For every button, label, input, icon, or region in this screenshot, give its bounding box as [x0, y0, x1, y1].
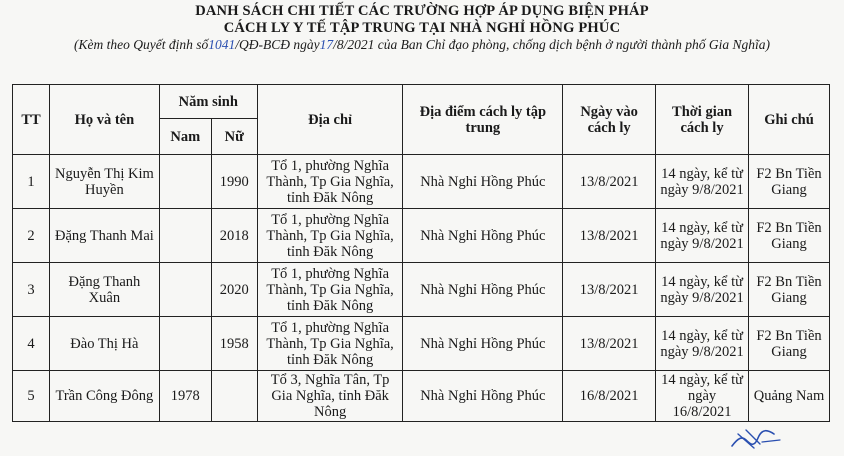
cell-location: Nhà Nghỉ Hồng Phúc — [403, 263, 563, 317]
cell-male — [159, 317, 211, 371]
cell-address: Tổ 3, Nghĩa Tân, Tp Gia Nghĩa, tỉnh Đăk Nông — [257, 371, 403, 422]
header-duration: Thời gian cách ly — [656, 85, 749, 155]
cell-duration: 14 ngày, kể từ ngày 9/8/2021 — [656, 155, 749, 209]
cell-address: Tổ 1, phường Nghĩa Thành, Tp Gia Nghĩa, tỉnh Đăk Nông — [257, 317, 403, 371]
cell-tt: 2 — [13, 209, 50, 263]
cell-female: 2020 — [211, 263, 257, 317]
cell-male — [159, 155, 211, 209]
cell-name: Đặng Thanh Mai — [49, 209, 159, 263]
cell-male — [159, 209, 211, 263]
cell-duration: 14 ngày, kể từ ngày 16/8/2021 — [656, 371, 749, 422]
table-row — [13, 263, 830, 317]
cell-female: 2018 — [211, 209, 257, 263]
cell-name: Nguyễn Thị Kim Huyền — [49, 155, 159, 209]
cell-note: F2 Bn Tiền Giang — [749, 209, 830, 263]
header-location: Địa điểm cách ly tập trung — [403, 85, 563, 155]
cell-duration: 14 ngày, kể từ ngày 9/8/2021 — [656, 263, 749, 317]
cell-duration: 14 ngày, kể từ ngày 9/8/2021 — [656, 209, 749, 263]
quarantine-table — [12, 84, 830, 422]
subtitle-prefix: (Kèm theo Quyết định số — [74, 37, 209, 52]
cell-start-date: 16/8/2021 — [563, 371, 656, 422]
cell-note: Quảng Nam — [749, 371, 830, 422]
table-row — [13, 155, 830, 209]
cell-start-date: 13/8/2021 — [563, 317, 656, 371]
cell-address: Tổ 1, phường Nghĩa Thành, Tp Gia Nghĩa, tỉnh Đăk Nông — [257, 155, 403, 209]
document-title-line1: DANH SÁCH CHI TIẾT CÁC TRƯỜNG HỢP ÁP DỤNG BIỆN PHÁP — [195, 3, 649, 19]
document-title-line2: CÁCH LY Y TẾ TẬP TRUNG TẠI NHÀ NGHỈ HỒNG PHÚC — [223, 20, 621, 36]
cell-note: F2 Bn Tiền Giang — [749, 317, 830, 371]
decision-number: 1041 — [208, 37, 236, 52]
table-row — [13, 317, 830, 371]
header-note: Ghi chú — [749, 85, 830, 155]
cell-female — [211, 371, 257, 422]
header-female: Nữ — [211, 119, 257, 155]
cell-location: Nhà Nghỉ Hồng Phúc — [403, 317, 563, 371]
cell-tt: 4 — [13, 317, 50, 371]
table-row — [13, 209, 830, 263]
cell-location: Nhà Nghỉ Hồng Phúc — [403, 155, 563, 209]
header-tt: TT — [13, 85, 50, 155]
subtitle-middle: /QĐ-BCĐ ngày — [235, 37, 320, 52]
header-male: Nam — [159, 119, 211, 155]
header-start-date: Ngày vào cách ly — [563, 85, 656, 155]
cell-tt: 3 — [13, 263, 50, 317]
cell-male — [159, 263, 211, 317]
header-address: Địa chỉ — [257, 85, 403, 155]
cell-female: 1958 — [211, 317, 257, 371]
header-birth-year: Năm sinh — [159, 85, 257, 119]
cell-address: Tổ 1, phường Nghĩa Thành, Tp Gia Nghĩa, tỉnh Đăk Nông — [257, 209, 403, 263]
cell-name: Đặng Thanh Xuân — [49, 263, 159, 317]
cell-male: 1978 — [159, 371, 211, 422]
document-subtitle — [0, 37, 844, 53]
cell-address: Tổ 1, phường Nghĩa Thành, Tp Gia Nghĩa, tỉnh Đăk Nông — [257, 263, 403, 317]
table-row — [13, 371, 830, 422]
cell-note: F2 Bn Tiền Giang — [749, 263, 830, 317]
decision-day: 17 — [319, 37, 334, 52]
signature-mark-icon — [728, 424, 788, 452]
cell-start-date: 13/8/2021 — [563, 155, 656, 209]
cell-note: F2 Bn Tiền Giang — [749, 155, 830, 209]
cell-tt: 5 — [13, 371, 50, 422]
cell-start-date: 13/8/2021 — [563, 209, 656, 263]
header-name: Họ và tên — [49, 85, 159, 155]
cell-name: Đào Thị Hà — [49, 317, 159, 371]
cell-name: Trần Công Đông — [49, 371, 159, 422]
cell-tt: 1 — [13, 155, 50, 209]
cell-duration: 14 ngày, kể từ ngày 9/8/2021 — [656, 317, 749, 371]
cell-start-date: 13/8/2021 — [563, 263, 656, 317]
subtitle-suffix: /8/2021 của Ban Chỉ đạo phòng, chống dịch bệnh ở người thành phố Gia Nghĩa) — [333, 37, 770, 52]
cell-female: 1990 — [211, 155, 257, 209]
cell-location: Nhà Nghỉ Hồng Phúc — [403, 371, 563, 422]
cell-location: Nhà Nghỉ Hồng Phúc — [403, 209, 563, 263]
